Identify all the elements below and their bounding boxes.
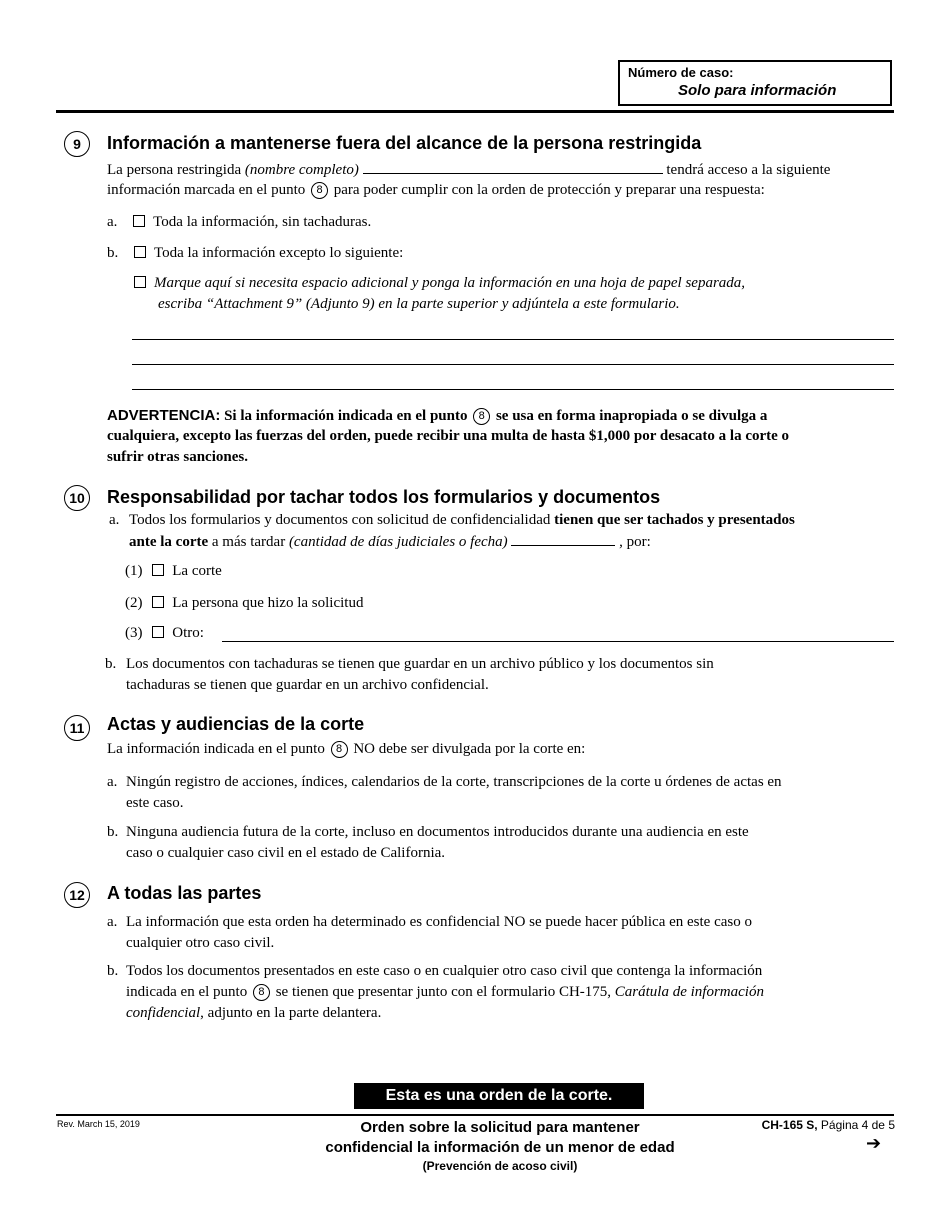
section-10-option-3: (3) Otro: bbox=[125, 625, 204, 641]
revision-date: Rev. March 15, 2019 bbox=[57, 1119, 140, 1129]
form-subtitle: (Prevención de acoso civil) bbox=[422, 1159, 578, 1173]
section-10-b-letter: b. bbox=[105, 656, 117, 672]
warning-line-1: ADVERTENCIA: Si la información indicada en el punto 8 se usa en forma inapropiada o se divulga a bbox=[107, 407, 768, 424]
section-12-number: 12 bbox=[64, 882, 90, 908]
section-10-title: Responsabilidad por tachar todos los formularios y documentos bbox=[107, 487, 661, 507]
section-12-title: A todas las partes bbox=[107, 883, 262, 903]
section-11-a-line-1: Ningún registro de acciones, índices, calendarios de la corte, transcripciones de la corte u órdenes de actas en bbox=[126, 774, 782, 790]
page-indicator bbox=[640, 1118, 895, 1132]
item-8-reference: 8 bbox=[331, 741, 348, 758]
item-8-reference: 8 bbox=[473, 408, 490, 425]
section-11-b-letter: b. bbox=[107, 824, 119, 840]
case-number-box bbox=[618, 60, 892, 106]
section-11-a-letter: a. bbox=[107, 774, 118, 790]
section-9-attachment-line-2: escriba “Attachment 9” (Adjunto 9) en la parte superior y adjúntela a este formulario. bbox=[158, 296, 680, 312]
exception-entry-line-2[interactable] bbox=[132, 364, 894, 365]
section-9-attachment-line-1: Marque aquí si necesita espacio adicional y ponga la información en una hoja de papel separada, bbox=[132, 275, 745, 292]
section-9-title: Información a mantenerse fuera del alcance de la persona restringida bbox=[107, 133, 702, 153]
restricted-person-name-field[interactable] bbox=[363, 161, 663, 174]
section-11-b-line-1: Ninguna audiencia futura de la corte, incluso en documentos introducidos durante una audiencia en este bbox=[126, 824, 749, 840]
form-title-line-2: confidencial la información de un menor de edad bbox=[325, 1139, 675, 1156]
section-9-paragraph-line-1: La persona restringida (nombre completo) tendrá acceso a la siguiente bbox=[107, 162, 831, 178]
section-12-a-letter: a. bbox=[107, 914, 118, 930]
section-12-a-line-1: La información que esta orden ha determinado es confidencial NO se puede hacer pública en este caso o bbox=[126, 914, 752, 930]
section-9-number: 9 bbox=[64, 131, 90, 157]
section-10-b-line-1: Los documentos con tachaduras se tienen que guardar en un archivo público y los documentos sin bbox=[126, 656, 714, 672]
section-9-paragraph-line-2: información marcada en el punto 8 para poder cumplir con la orden de protección y preparar una respuesta: bbox=[107, 182, 765, 198]
section-9-option-a: a. Toda la información, sin tachaduras. bbox=[107, 214, 372, 230]
section-12-b-letter: b. bbox=[107, 963, 119, 979]
section-10-a-line-1: Todos los formularios y documentos con solicitud de confidencialidad tienen que ser tachados y presentados bbox=[129, 512, 795, 528]
section-12-b-line-1: Todos los documentos presentados en este caso o en cualquier otro caso civil que contenga la información bbox=[126, 963, 763, 979]
warning-line-2: cualquiera, excepto las fuerzas del orden, puede recibir una multa de hasta $1,000 por desacato a la corte o bbox=[107, 428, 790, 444]
header-divider bbox=[56, 110, 894, 113]
section-12-a-line-2: cualquier otro caso civil. bbox=[126, 935, 275, 951]
section-9-option-b-checkbox[interactable] bbox=[134, 246, 146, 258]
attachment-9-checkbox[interactable] bbox=[134, 276, 146, 288]
section-10-b-line-2: tachaduras se tienen que guardar en un archivo confidencial. bbox=[126, 677, 489, 693]
form-title-line-1: Orden sobre la solicitud para mantener bbox=[360, 1119, 640, 1136]
exception-entry-line-1[interactable] bbox=[132, 339, 894, 340]
section-10-number: 10 bbox=[64, 485, 90, 511]
next-page-arrow-icon: ➔ bbox=[866, 1133, 882, 1153]
case-number-label: Número de caso: bbox=[628, 65, 734, 80]
section-10-option-2: (2) La persona que hizo la solicitud bbox=[125, 595, 364, 611]
other-entry-line[interactable] bbox=[222, 641, 894, 642]
warning-line-3: sufrir otras sanciones. bbox=[107, 449, 248, 465]
option-requester-checkbox[interactable] bbox=[152, 596, 164, 608]
form-id: CH-165 S, bbox=[761, 1118, 818, 1132]
section-11-a-line-2: este caso. bbox=[126, 795, 184, 811]
section-10-a-letter: a. bbox=[109, 512, 120, 528]
option-other-checkbox[interactable] bbox=[152, 626, 164, 638]
item-8-reference: 8 bbox=[253, 984, 270, 1001]
section-9-option-b: b. Toda la información excepto lo siguiente: bbox=[107, 245, 404, 261]
warning-label: ADVERTENCIA: bbox=[107, 407, 221, 424]
section-9-option-a-checkbox[interactable] bbox=[133, 215, 145, 227]
court-order-banner: Esta es una orden de la corte. bbox=[354, 1083, 644, 1109]
footer-divider bbox=[56, 1114, 894, 1116]
item-8-reference: 8 bbox=[311, 182, 328, 199]
section-12-b-line-3: confidencial, adjunto en la parte delantera. bbox=[126, 1005, 382, 1021]
section-11-b-line-2: caso o cualquier caso civil en el estado de California. bbox=[126, 845, 446, 861]
page-number: Página 4 de 5 bbox=[817, 1118, 895, 1132]
section-10-a-line-2: ante la corte a más tardar (cantidad de días judiciales o fecha) , por: bbox=[129, 534, 651, 550]
case-number-value: Solo para información bbox=[678, 82, 837, 99]
option-court-checkbox[interactable] bbox=[152, 564, 164, 576]
deadline-field[interactable] bbox=[511, 533, 615, 546]
section-11-title: Actas y audiencias de la corte bbox=[107, 714, 365, 734]
section-12-b-line-2: indicada en el punto 8 se tienen que presentar junto con el formulario CH-175, Carátula de información bbox=[126, 984, 764, 1000]
exception-entry-line-3[interactable] bbox=[132, 389, 894, 390]
section-10-option-1: (1) La corte bbox=[125, 563, 222, 579]
section-11-number: 11 bbox=[64, 715, 90, 741]
section-11-paragraph: La información indicada en el punto 8 NO debe ser divulgada por la corte en: bbox=[107, 741, 586, 757]
